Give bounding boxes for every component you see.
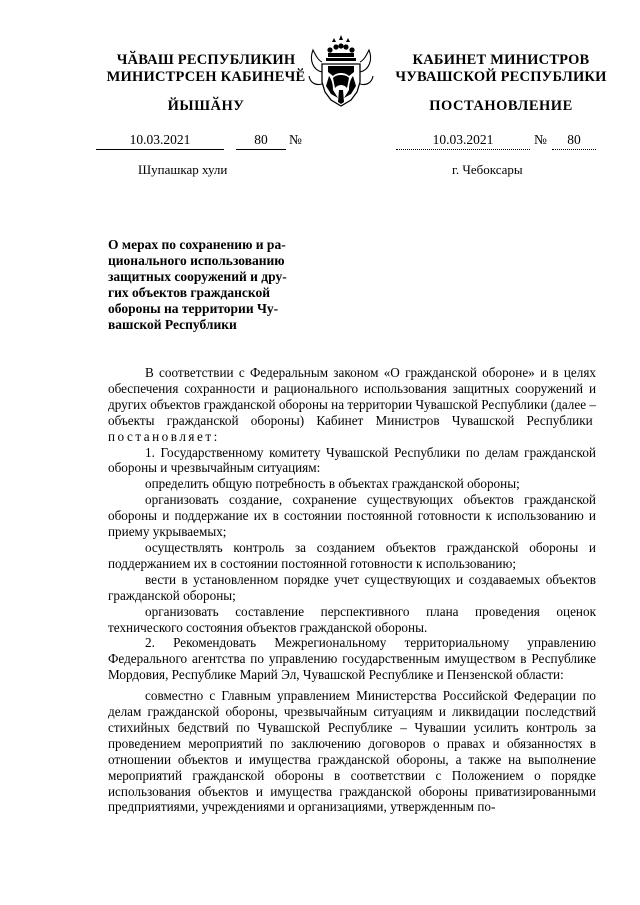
right-number: 80 [552,132,596,148]
body-paragraph: организовать создание, сохранение существующих объектов гражданской обороны и поддержание их в состоянии постоянной готовности к использованию и приему укрываемых; [108,492,596,540]
body-paragraph: 2. Рекомендовать Межрегиональному территориальному управлению Федерального агентства по управлению государственным имуществом в Республике Мордовия, Республике Марий Эл, Чувашской Республике и Пензенской области: [108,635,596,683]
body-intro [108,365,596,445]
left-number-sign: № [289,132,302,147]
intro-text: В соответствии с Федеральным законом «О гражданской обороне» и в целях обеспечения сохранности и рационального использования защитных сооружений и других объектов гражданской обороны на территории Чувашской Республики (далее – объекты гражданской обороны) Кабинет Министров Чувашской Республики [108,365,596,428]
header-left-line1: ЧӐВАШ РЕСПУБЛИКИН [116,52,296,68]
title-line: гих объектов гражданской [108,285,271,300]
title-line: ционального использованию [108,253,285,268]
right-date: 10.03.2021 [396,132,530,148]
city-right: г. Чебоксары [452,162,523,177]
left-date: 10.03.2021 [96,132,224,148]
header-right [386,52,616,86]
document-title [108,237,300,333]
body-paragraph: осуществлять контроль за созданием объектов гражданской обороны и поддержанием их в состоянии постоянной готовности к использованию; [108,539,596,571]
intro-verb: постановляет: [108,428,220,444]
body-paragraph: определить общую потребность в объектах гражданской обороны; [145,476,520,492]
body-paragraph: совместно с Главным управлением Министерства Российской Федерации по делам гражданской обороны, чрезвычайным ситуациям и ликвидации последствий стихийных бедствий по Чувашской Республике – Чувашии усилить контроль за проведением мероприятий по заключению договоров о правах и обязанностях в отношении объектов и имущества гражданской обороны, а также на выполнение мероприятий гражданской обороны в соответствии с Положением о порядке использования объектов и имущества гражданской обороны приватизированными предприятиями, учреждениями и организациями, утвержденным по- [108,688,596,815]
body-paragraph: вести в установленном порядке учет существующих и создаваемых объектов гражданской обороны; [108,571,596,603]
chuvash-coat-of-arms-icon [303,32,379,108]
body-paragraph: организовать составление перспективного плана проведения оценок технического состояния объектов гражданской обороны. [108,603,596,635]
city-left: Шупашкар хули [138,162,228,177]
doctype-right: ПОСТАНОВЛЕНИЕ [429,98,573,114]
header-left-line2: МИНИСТРСЕН КАБИНЕЧӖ [106,69,306,85]
title-line: защитных сооружений и дру- [108,269,287,284]
title-line: вашской Республики [108,317,237,332]
header-left [86,52,326,86]
title-line: обороны на территории Чу- [108,301,279,316]
body-paragraph: 1. Государственному комитету Чувашской Республики по делам гражданской обороны и чрезвычайным ситуациям: [108,444,596,476]
doctype-left: ЙЫШӐНУ [167,98,245,114]
left-number: 80 [236,132,286,148]
header-right-line2: ЧУВАШСКОЙ РЕСПУБЛИКИ [395,69,607,85]
number-row [0,132,640,148]
right-number-sign: № [534,132,547,147]
header-right-line1: КАБИНЕТ МИНИСТРОВ [412,52,590,68]
title-line: О мерах по сохранению и ра- [108,237,286,252]
document-body [108,365,596,815]
